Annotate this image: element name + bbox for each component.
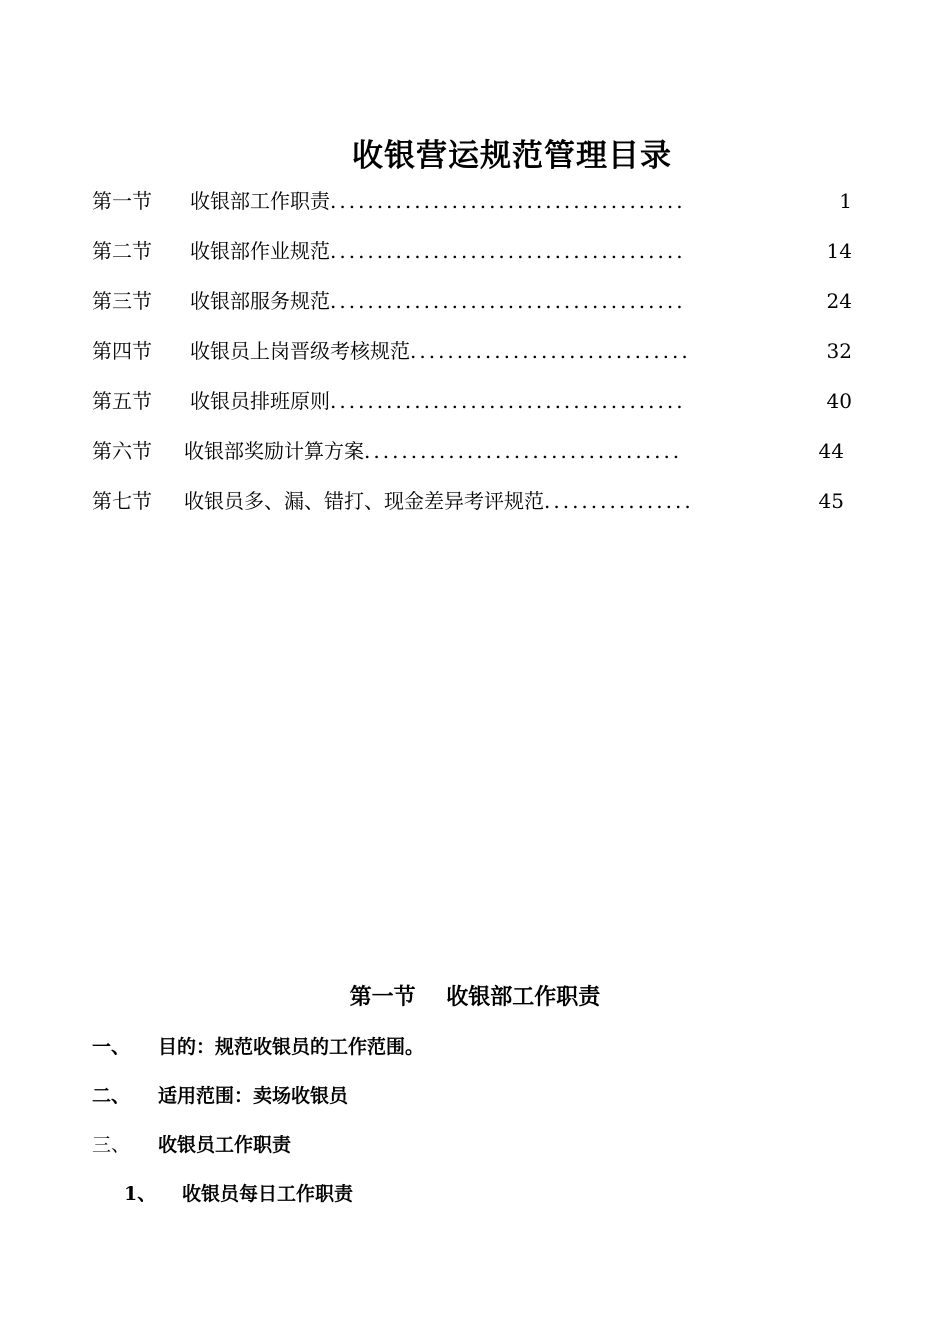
toc-section-title: 收银员上岗晋级考核规范 <box>190 339 410 363</box>
outline-item-number: 一、 <box>92 1036 131 1058</box>
toc-entry[interactable] <box>92 184 852 234</box>
table-of-contents <box>92 184 852 534</box>
outline-subitem <box>92 1177 852 1226</box>
outline-item-text: 目的：规范收银员的工作范围。 <box>158 1036 425 1058</box>
toc-page-number: 1 <box>839 189 852 213</box>
toc-section-title: 收银部作业规范 <box>190 239 330 263</box>
toc-dot-leader: ...................................... <box>330 239 686 263</box>
toc-entry[interactable] <box>92 384 852 434</box>
toc-section-number: 第三节 <box>92 289 152 313</box>
toc-section-number: 第二节 <box>92 239 152 263</box>
toc-entry[interactable] <box>92 284 852 334</box>
outline-item-number: 三、 <box>92 1134 131 1156</box>
toc-entry[interactable] <box>92 234 852 284</box>
toc-page-number: 45 <box>818 489 844 513</box>
page-title: 收银营运规范管理目录 <box>352 138 672 174</box>
toc-section-title: 收银员多、漏、错打、现金差异考评规范 <box>184 489 544 513</box>
outline-item <box>92 1030 852 1079</box>
outline-item <box>92 1079 852 1128</box>
toc-section-title: 收银部工作职责 <box>190 189 330 213</box>
toc-entry[interactable] <box>92 484 852 534</box>
toc-page-number: 14 <box>826 239 852 263</box>
toc-section-title: 收银员排班原则 <box>190 389 330 413</box>
toc-section-title: 收银部奖励计算方案 <box>184 439 364 463</box>
section-heading: 第一节 收银部工作职责 <box>349 985 601 1010</box>
toc-section-number: 第六节 <box>92 439 152 463</box>
toc-page-number: 40 <box>826 389 852 413</box>
toc-entry[interactable] <box>92 434 852 484</box>
toc-section-number: 第五节 <box>92 389 152 413</box>
toc-section-number: 第一节 <box>92 189 152 213</box>
toc-section-number: 第四节 <box>92 339 152 363</box>
section-outline <box>92 1030 852 1226</box>
outline-subitem-number: 1、 <box>124 1183 157 1205</box>
outline-item-text: 收银员工作职责 <box>158 1134 292 1156</box>
toc-page-number: 32 <box>826 339 852 363</box>
toc-dot-leader: ...................................... <box>330 189 686 213</box>
outline-item-text: 适用范围：卖场收银员 <box>158 1085 349 1107</box>
toc-page-number: 44 <box>818 439 844 463</box>
toc-section-number: 第七节 <box>92 489 152 513</box>
toc-dot-leader: ...................................... <box>330 289 686 313</box>
toc-dot-leader: ...................................... <box>330 389 686 413</box>
outline-item-number: 二、 <box>92 1085 131 1107</box>
toc-dot-leader: .............................. <box>410 339 691 363</box>
toc-dot-leader: ................ <box>544 489 694 513</box>
toc-page-number: 24 <box>826 289 852 313</box>
outline-subitem-text: 收银员每日工作职责 <box>182 1183 354 1205</box>
toc-entry[interactable] <box>92 334 852 384</box>
toc-section-title: 收银部服务规范 <box>190 289 330 313</box>
toc-dot-leader: .................................. <box>364 439 683 463</box>
outline-item <box>92 1128 852 1177</box>
